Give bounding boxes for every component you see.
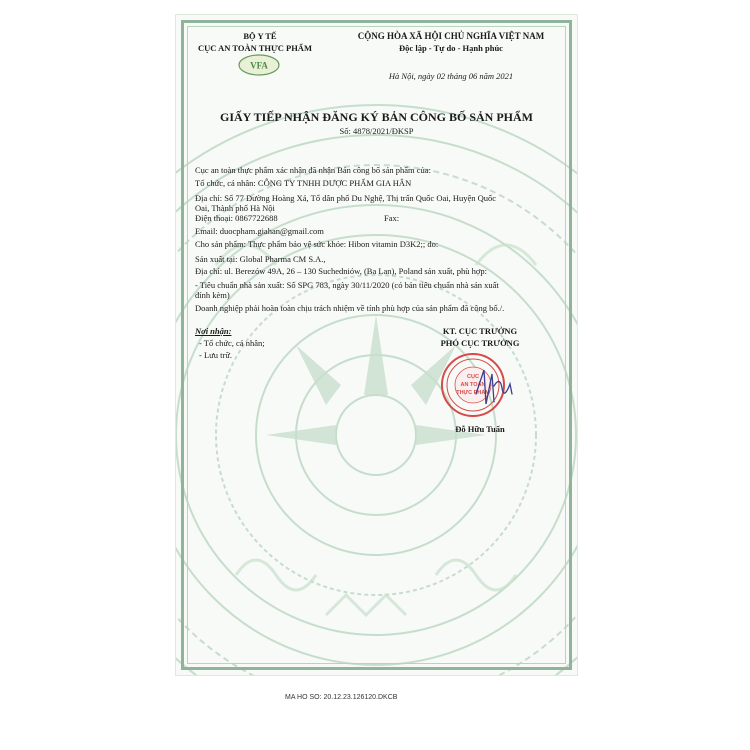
vfa-logo-icon: [237, 53, 281, 77]
recipient-item: - Tổ chức, cá nhân;: [199, 338, 265, 348]
document-number: Số: 4878/2021/ĐKSP: [339, 126, 414, 136]
organization: Tổ chức, cá nhân: CÔNG TY TNHH DƯỢC PHẨM GIA HÂN: [195, 178, 412, 188]
signer-name: Đỗ Hữu Tuấn: [455, 424, 505, 434]
document-title: GIẤY TIẾP NHẬN ĐĂNG KÝ BẢN CÔNG BỐ SẢN PHẨM: [219, 110, 534, 124]
email: Email: duocpham.giahan@gmail.com: [195, 226, 324, 236]
agency-name: CỤC AN TOÀN THỰC PHẨM: [198, 43, 312, 53]
address-line-1: Địa chỉ: Số 77 Đường Hoàng Xá, Tổ dân phố Du Nghệ, Thị trấn Quốc Oai, Huyện Quốc: [195, 193, 497, 203]
standard-line-1: - Tiêu chuẩn nhà sản xuất: Số SPG 783, ngày 30/11/2020 (có bản tiêu chuẩn nhà sản xuất: [195, 280, 499, 290]
manufacturer: Sản xuất tại: Global Pharma CM S.A.,: [195, 254, 326, 264]
republic-name: CỘNG HÒA XÃ HỘI CHỦ NGHĨA VIỆT NAM: [357, 31, 545, 41]
place-date: Hà Nội, ngày 02 tháng 06 năm 2021: [388, 71, 514, 81]
handwritten-signature: [470, 364, 518, 412]
svg-text:VFA: VFA: [250, 60, 268, 71]
recipients-label: Nơi nhận:: [195, 326, 232, 336]
fax: Fax:: [384, 213, 400, 223]
signer-role-2: PHÓ CỤC TRƯỞNG: [440, 338, 520, 348]
ministry-name: BỘ Y TẾ: [243, 31, 277, 41]
address-line-2: Oai, Thành phố Hà Nội: [195, 203, 275, 213]
recipient-item: - Lưu trữ.: [199, 350, 233, 360]
product: Cho sản phẩm: Thực phẩm bảo vệ sức khỏe: Hibon vitamin D3K2;; do:: [195, 239, 439, 249]
svg-text:CỤC: CỤC: [467, 374, 479, 380]
intro-text: Cục an toàn thực phẩm xác nhận đã nhận Bản công bố sản phẩm của:: [195, 165, 431, 175]
standard-line-2: đính kèm): [195, 290, 230, 300]
phone: Điện thoại: 0867722688: [195, 213, 278, 223]
svg-text:THỰC PHẨM: THỰC PHẨM: [456, 390, 490, 396]
svg-text:AN TOÀN: AN TOÀN: [460, 382, 486, 388]
dossier-code: MA HO SO: 20.12.23.126120.DKCB: [285, 694, 398, 701]
national-motto: Độc lập - Tự do - Hạnh phúc: [399, 43, 503, 53]
manufacturer-address: Địa chỉ: ul. Berezów 49A, 26 – 130 Suchedniów, (Ba Lan), Poland sản xuất, phù hợp:: [195, 266, 487, 276]
signer-role-1: KT. CỤC TRƯỞNG: [442, 326, 518, 336]
responsibility-statement: Doanh nghiệp phải hoàn toàn chịu trách nhiệm về tính phù hợp của sản phẩm đã công bố./.: [195, 303, 505, 313]
